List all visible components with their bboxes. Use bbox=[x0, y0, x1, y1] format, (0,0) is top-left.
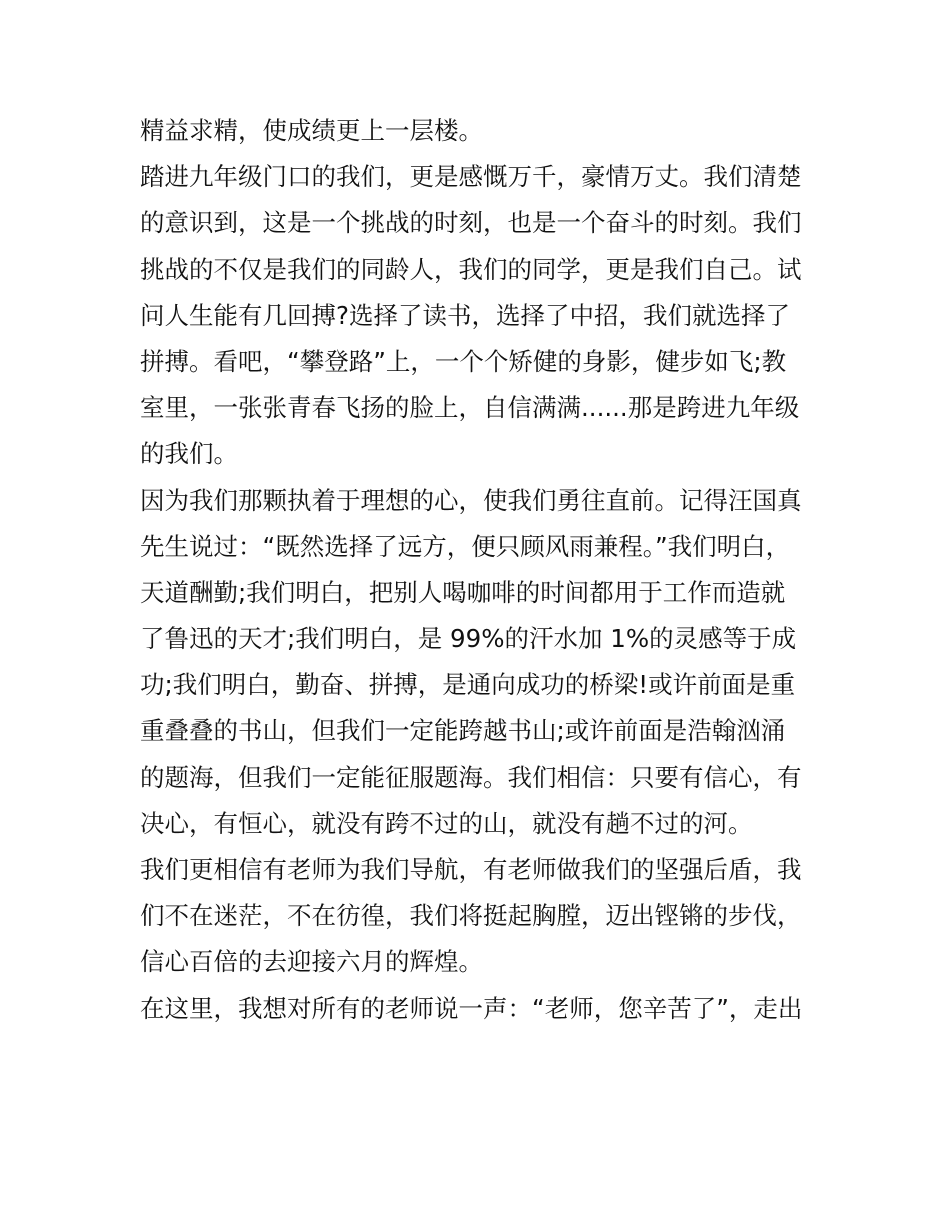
body-text bbox=[140, 108, 820, 1032]
text-line: 问人生能有几回搏?选择了读书，选择了中招，我们就选择了 bbox=[140, 300, 791, 330]
text-line: 决心，有恒心，就没有跨不过的山，就没有趟不过的河。 bbox=[140, 808, 753, 838]
text-line: 重叠叠的书山，但我们一定能跨越书山;或许前面是浩翰汹涌 bbox=[140, 716, 786, 746]
text-line: 功;我们明白，勤奋、拼搏，是通向成功的桥梁!或许前面是重 bbox=[140, 670, 796, 700]
text-line: 的意识到，这是一个挑战的时刻，也是一个奋斗的时刻。我们 bbox=[140, 208, 802, 238]
text-line: 因为我们那颗执着于理想的心，使我们勇往直前。记得汪国真 bbox=[140, 485, 802, 515]
text-line: 我们更相信有老师为我们导航，有老师做我们的坚强后盾，我 bbox=[140, 855, 802, 884]
text-line: 室里，一张张青春飞扬的脸上，自信满满......那是跨进九年级 bbox=[140, 393, 800, 423]
text-line: 挑战的不仅是我们的同龄人，我们的同学，更是我们自己。试 bbox=[140, 254, 802, 284]
text-line: 拼搏。看吧，“攀登路”上，一个个矫健的身影，健步如飞;教 bbox=[140, 346, 787, 376]
text-line: 了鲁迅的天才;我们明白，是 99%的汗水加 1%的灵感等于成 bbox=[140, 624, 797, 654]
text-line: 天道酬勤;我们明白，把别人喝咖啡的时间都用于工作而造就 bbox=[140, 577, 786, 607]
text-line: 在这里，我想对所有的老师说一声：“老师，您辛苦了”，走出 bbox=[140, 993, 803, 1023]
text-line: 的我们。 bbox=[140, 439, 238, 469]
text-line: 踏进九年级门口的我们，更是感慨万千，豪情万丈。我们清楚 bbox=[140, 162, 802, 192]
text-line: 的题海，但我们一定能征服题海。我们相信：只要有信心，有 bbox=[140, 762, 802, 792]
text-line: 精益求精，使成绩更上一层楼。 bbox=[140, 116, 483, 145]
text-line: 信心百倍的去迎接六月的辉煌。 bbox=[140, 947, 483, 977]
text-line: 先生说过：“既然选择了远方，便只顾风雨兼程。”我们明白， bbox=[140, 531, 791, 561]
text-line: 们不在迷茫，不在彷徨，我们将挺起胸膛，迈出铿锵的步伐， bbox=[140, 901, 802, 931]
